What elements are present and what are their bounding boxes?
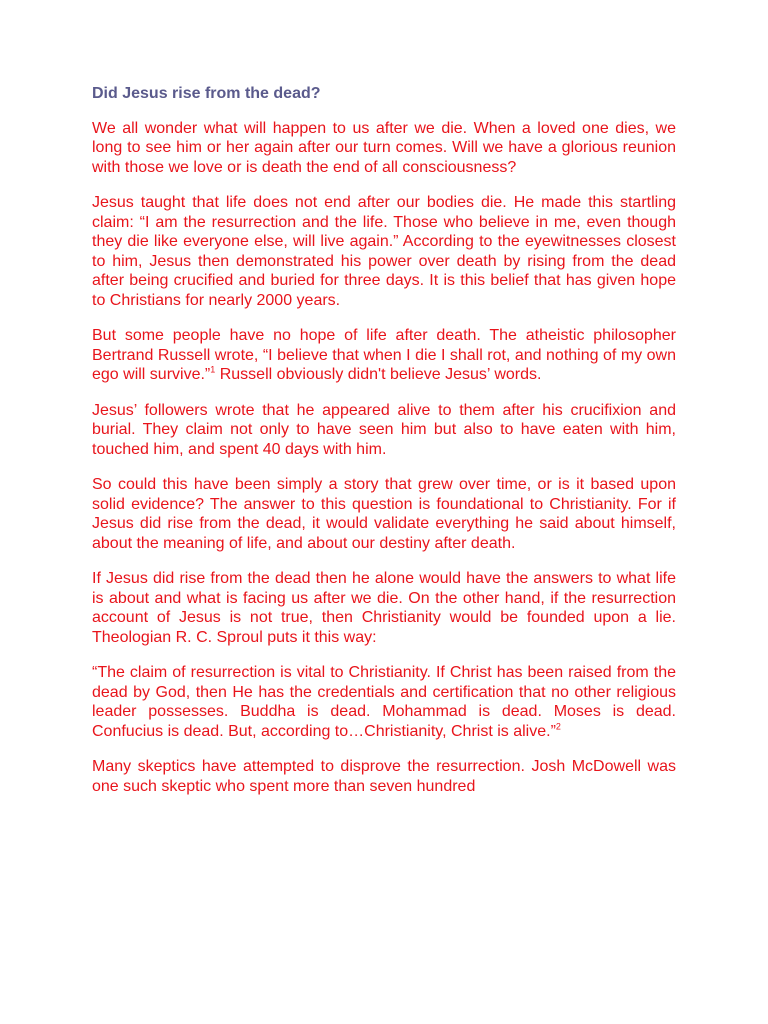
paragraph-6: If Jesus did rise from the dead then he alone would have the answers to what life is about and what is facing us after we die. On the other hand, if the resurrection account of Jesus is not true, then Christianity would be founded upon a lie. Theologian R. C. Sproul puts it this way: (92, 570, 676, 646)
paragraph-3-text-after: Russell obviously didn't believe Jesus’ words. (215, 366, 542, 383)
paragraph-3 (92, 326, 676, 385)
paragraph-7-quote (92, 663, 676, 741)
paragraph-3-text-before: But some people have no hope of life after death. The atheistic philosopher Bertrand Russell wrote, “I believe that when I die I shall rot, and nothing of my own ego will survive.” (92, 327, 676, 383)
paragraph-1: We all wonder what will happen to us after we die. When a loved one dies, we long to see him or her again after our turn comes. Will we have a glorious reunion with those we love or is death the end of all consciousness? (92, 119, 676, 176)
document-page (92, 84, 676, 812)
footnote-marker-2: 2 (555, 721, 561, 732)
paragraph-2: Jesus taught that life does not end after our bodies die. He made this startling claim: “I am the resurrection and the life. Those who believe in me, even though they die like everyone else, will live again.” According to the eyewitnesses closest to him, Jesus then demonstrated his power over death by rising from the dead after being crucified and buried for three days. It is this belief that has given hope to Christians for nearly 2000 years. (92, 194, 676, 309)
paragraph-8: Many skeptics have attempted to disprove the resurrection. Josh McDowell was one such skeptic who spent more than seven hundred (92, 758, 676, 795)
paragraph-7-text-before: “The claim of resurrection is vital to Christianity. If Christ has been raised from the dead by God, then He has the credentials and certification that no other religious leader possesses. Buddha is dead. Mohammad is dead. Moses is dead. Confucius is dead. But, according to…Christianity, Christ is alive.” (92, 664, 676, 740)
paragraph-5: So could this have been simply a story that grew over time, or is it based upon solid evidence? The answer to this question is foundational to Christianity. For if Jesus did rise from the dead, it would validate everything he said about himself, about the meaning of life, and about our destiny after death. (92, 476, 676, 552)
document-title: Did Jesus rise from the dead? (92, 85, 321, 102)
footnote-marker-1: 1 (210, 364, 216, 375)
paragraph-4: Jesus’ followers wrote that he appeared alive to them after his crucifixion and burial. They claim not only to have seen him but also to have eaten with him, touched him, and spent 40 days with him. (92, 401, 676, 458)
